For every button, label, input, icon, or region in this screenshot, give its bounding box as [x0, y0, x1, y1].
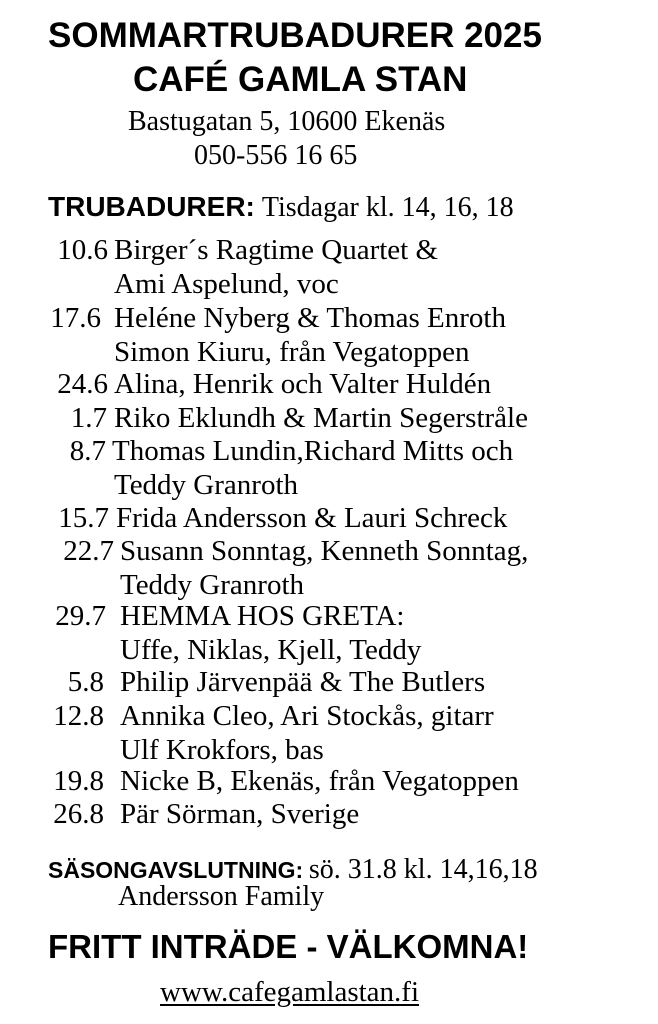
season-end-label: SÄSONGAVSLUTNING: [48, 857, 304, 883]
event-date: 12.8 [53, 700, 104, 732]
event-date: 1.7 [70, 402, 107, 434]
event-performers: Pär Sörman, Sverige [120, 798, 360, 830]
event-date: 24.6 [57, 368, 108, 400]
season-end-performer: Andersson Family [118, 881, 325, 912]
event-performers: Annika Cleo, Ari Stockås, gitarr [120, 700, 494, 732]
event-date: 29.7 [55, 600, 106, 632]
schedule-times: Tisdagar kl. 14, 16, 18 [261, 192, 514, 223]
event-date: 15.7 [58, 502, 109, 534]
event-performers: Susann Sonntag, Kenneth Sonntag, [120, 535, 529, 567]
admission-slogan: FRITT INTRÄDE - VÄLKOMNA! [48, 928, 529, 965]
event-performers: Riko Eklundh & Martin Segerstråle [114, 402, 528, 434]
title-line-1: SOMMARTRUBADURER 2025 [48, 16, 542, 55]
event-performers: Frida Andersson & Lauri Schreck [116, 502, 508, 534]
event-date: 17.6 [50, 302, 101, 334]
event-date: 10.6 [57, 234, 108, 266]
event-date: 19.8 [53, 765, 104, 797]
event-performers: Heléne Nyberg & Thomas Enroth [114, 302, 506, 334]
event-performers: Birger´s Ragtime Quartet & [114, 234, 439, 266]
address: Bastugatan 5, 10600 Ekenäs [128, 106, 446, 137]
event-date: 26.8 [53, 798, 104, 830]
event-performers: Thomas Lundin,Richard Mitts och [112, 435, 514, 467]
event-performers: Simon Kiuru, från Vegatoppen [114, 336, 470, 368]
phone: 050-556 16 65 [194, 140, 358, 171]
event-performers: HEMMA HOS GRETA: [120, 600, 405, 632]
event-date: 22.7 [63, 535, 114, 567]
event-date: 8.7 [69, 435, 106, 467]
event-performers: Ami Aspelund, voc [114, 268, 339, 300]
event-performers: Alina, Henrik och Valter Huldén [114, 368, 492, 400]
event-performers: Philip Järvenpää & The Butlers [120, 666, 486, 698]
event-performers: Nicke B, Ekenäs, från Vegatoppen [120, 765, 519, 797]
event-performers: Teddy Granroth [114, 469, 298, 501]
season-end-details: sö. 31.8 kl. 14,16,18 [308, 854, 538, 885]
schedule-heading [48, 190, 514, 225]
schedule-label: TRUBADURER: [48, 191, 255, 222]
event-performers: Uffe, Niklas, Kjell, Teddy [120, 634, 422, 666]
website-link[interactable]: www.cafegamlastan.fi [160, 976, 420, 1008]
title-line-2: CAFÉ GAMLA STAN [133, 60, 468, 99]
event-performers: Teddy Granroth [120, 569, 304, 601]
event-date: 5.8 [67, 666, 104, 698]
event-performers: Ulf Krokfors, bas [120, 734, 324, 766]
